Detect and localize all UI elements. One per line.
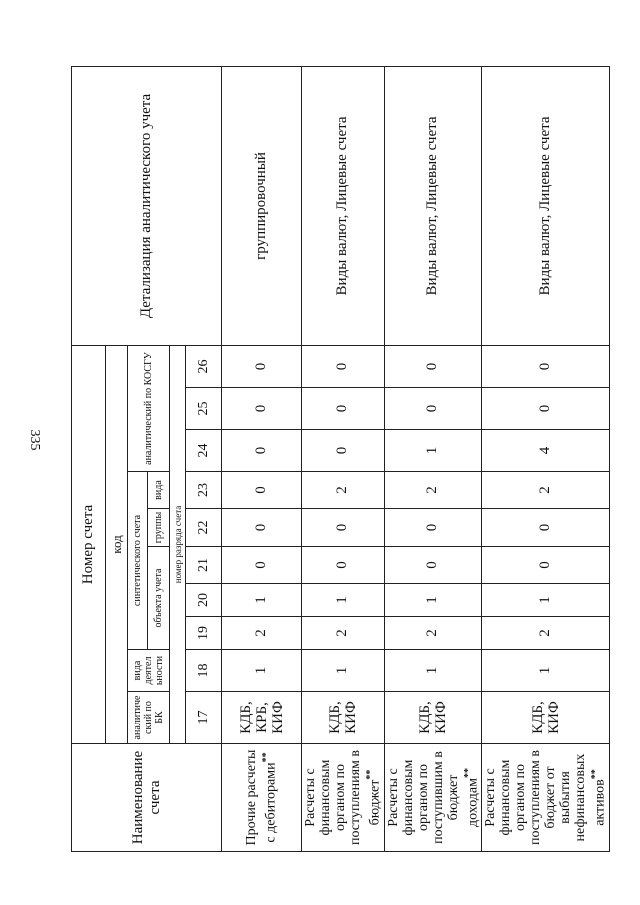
- digit-20: 20: [186, 584, 222, 617]
- row-value: 1: [384, 584, 482, 617]
- row-value: 4: [482, 430, 610, 472]
- row-value: 0: [302, 388, 385, 430]
- row-name: Расчеты с финансовым органом по поступлениям в бюджет от выбытия нефинансовых активов**: [482, 744, 610, 852]
- account-table: [71, 66, 610, 852]
- row-value: 0: [384, 509, 482, 547]
- row-value: 1: [302, 650, 385, 692]
- digit-25: 25: [186, 388, 222, 430]
- digit-24: 24: [186, 430, 222, 472]
- header-synthetic: синтетического счета: [128, 472, 148, 650]
- digit-19: 19: [186, 617, 222, 650]
- digit-17: 17: [186, 692, 222, 744]
- row-value: 0: [222, 472, 302, 509]
- table-row: [222, 66, 302, 851]
- row-code: КДБ, КИФ: [302, 692, 385, 744]
- row-value: 2: [384, 472, 482, 509]
- header-account-number: Номер счета: [72, 345, 106, 743]
- row-detail: Виды валют, Лицевые счета: [384, 66, 482, 345]
- row-value: 2: [222, 617, 302, 650]
- row-value: 0: [302, 430, 385, 472]
- row-detail: Виды валют, Лицевые счета: [482, 66, 610, 345]
- rotated-table-wrapper: [71, 67, 608, 852]
- row-value: 0: [302, 547, 385, 584]
- digit-23: 23: [186, 472, 222, 509]
- row-value: 2: [302, 472, 385, 509]
- row-value: 0: [222, 345, 302, 387]
- row-name: Расчеты с финансовым органом по поступлениям в бюджет**: [302, 744, 385, 852]
- digit-18: 18: [186, 650, 222, 692]
- header-code: код: [106, 345, 128, 743]
- row-value: 0: [222, 547, 302, 584]
- row-value: 1: [384, 650, 482, 692]
- row-detail: группировочный: [222, 66, 302, 345]
- row-value: 0: [222, 430, 302, 472]
- row-value: 0: [482, 509, 610, 547]
- header-activity-type: вида деятел ьности: [128, 650, 170, 692]
- table-row: [482, 66, 610, 851]
- row-value: 0: [222, 509, 302, 547]
- row-name: Расчеты с финансовым органом по поступившим в бюджет доходам**: [384, 744, 482, 852]
- row-value: 0: [482, 547, 610, 584]
- header-analytic-detail: Детализация аналитического учета: [72, 66, 222, 345]
- row-name: Прочие расчеты с дебиторами**: [222, 744, 302, 852]
- row-value: 2: [482, 617, 610, 650]
- row-value: 0: [302, 345, 385, 387]
- row-code: КДБ, КИФ: [384, 692, 482, 744]
- row-value: 0: [384, 345, 482, 387]
- row-value: 0: [482, 345, 610, 387]
- digit-26: 26: [186, 345, 222, 387]
- row-value: 2: [302, 617, 385, 650]
- header-kind: вида: [148, 472, 170, 509]
- row-code: КДБ, КИФ: [482, 692, 610, 744]
- header-account-name: Наименование счета: [72, 744, 222, 852]
- digit-21: 21: [186, 547, 222, 584]
- header-digit-row: номер разряда счета: [170, 345, 186, 743]
- table-row: [302, 66, 385, 851]
- row-detail: Виды валют, Лицевые счета: [302, 66, 385, 345]
- row-value: 1: [482, 650, 610, 692]
- row-value: 1: [384, 430, 482, 472]
- row-value: 0: [302, 509, 385, 547]
- row-value: 2: [482, 472, 610, 509]
- digit-22: 22: [186, 509, 222, 547]
- row-value: 0: [384, 388, 482, 430]
- row-value: 1: [302, 584, 385, 617]
- row-value: 1: [222, 650, 302, 692]
- table-row: [384, 66, 482, 851]
- row-value: 2: [384, 617, 482, 650]
- row-value: 1: [222, 584, 302, 617]
- header-analytic-bk: аналитиче ский по БК: [128, 692, 170, 744]
- row-value: 0: [222, 388, 302, 430]
- header-analytic-kosgu: аналитический по КОСГУ: [128, 345, 170, 471]
- header-object: объекта учета: [148, 547, 170, 650]
- row-value: 0: [384, 547, 482, 584]
- row-value: 1: [482, 584, 610, 617]
- page-number: 335: [27, 429, 42, 451]
- row-code: КДБ, КРБ, КИФ: [222, 692, 302, 744]
- row-value: 0: [482, 388, 610, 430]
- header-group: группы: [148, 509, 170, 547]
